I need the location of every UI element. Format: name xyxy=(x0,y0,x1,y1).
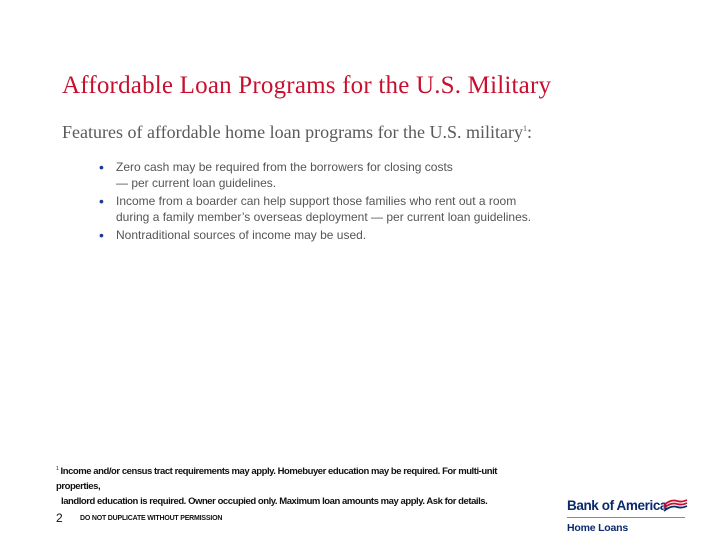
brand-subtitle: Home Loans xyxy=(567,522,629,534)
feature-text-line: Income from a boarder can help support those families who rent out a room xyxy=(116,194,517,208)
subtitle-text: Features of affordable home loan programs for the U.S. military xyxy=(62,122,524,142)
page-number: 2 xyxy=(56,511,63,525)
feature-text-line: Nontraditional sources of income may be used. xyxy=(116,228,367,242)
footnote-line: landlord education is required. Owner occupied only. Maximum loan amounts may apply. Ask for details. xyxy=(61,496,488,508)
slide-title: Affordable Loan Programs for the U.S. Military xyxy=(62,72,552,99)
footnote-line xyxy=(56,462,556,479)
brand-divider xyxy=(567,517,685,518)
footnote-line: properties, xyxy=(56,481,101,493)
feature-text-line: — per current loan guidelines. xyxy=(116,175,277,190)
footnote-text: Income and/or census tract requirements may apply. Homebuyer education may be required. For multi-unit xyxy=(60,466,497,478)
subtitle-colon: : xyxy=(527,122,533,142)
feature-text-line: Zero cash may be required from the borrowers for closing costs xyxy=(116,160,453,174)
feature-item xyxy=(97,160,697,191)
feature-text-line: during a family member’s overseas deployment — per current loan guidelines. xyxy=(116,209,532,224)
flag-logo-icon xyxy=(662,498,688,513)
bullet-icon: • xyxy=(99,193,104,209)
footnote-ref: 1 xyxy=(523,124,528,133)
bullet-icon: • xyxy=(99,227,104,243)
feature-item xyxy=(97,228,697,244)
disclaimer: DO NOT DUPLICATE WITHOUT PERMISSION xyxy=(80,515,223,522)
bullet-icon: • xyxy=(99,159,104,175)
footnote xyxy=(56,462,556,509)
brand-logo xyxy=(567,498,687,538)
slide-subtitle xyxy=(62,122,532,143)
brand-name: Bank of America xyxy=(567,498,668,513)
feature-list xyxy=(97,160,697,247)
footnote-marker: 1 xyxy=(56,466,59,472)
feature-item xyxy=(97,194,697,225)
